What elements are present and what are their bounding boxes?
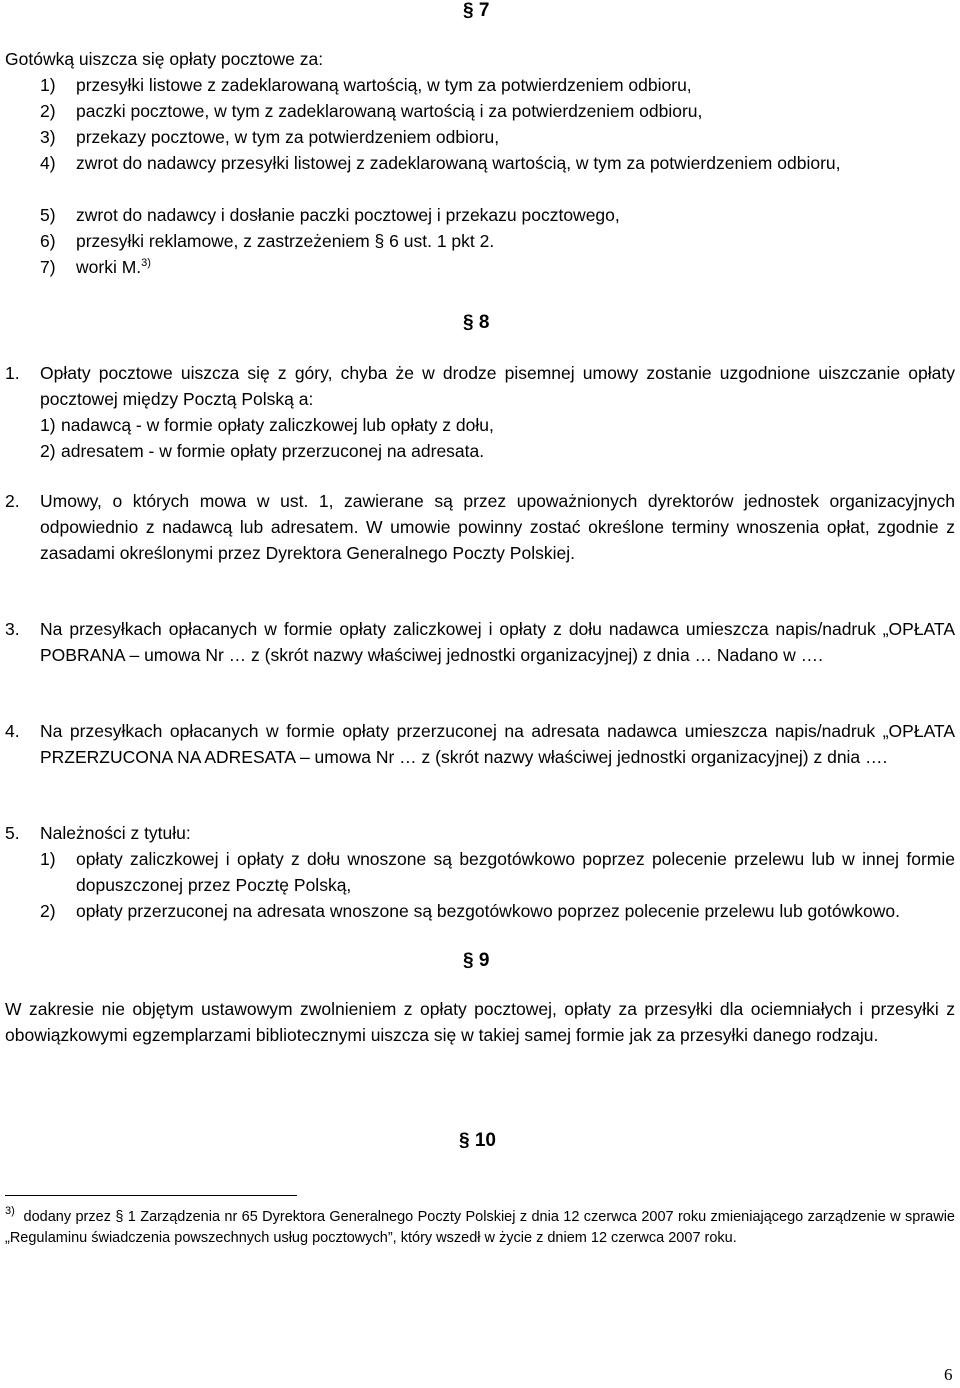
list-item	[40, 202, 955, 228]
list-item	[40, 254, 955, 280]
list-text: opłaty zaliczkowej i opłaty z dołu wnoszone są bezgotówkowo poprzez polecenie przelewu lub w innej formie dopuszczonej przez Pocztę Polską,	[76, 849, 955, 895]
list-item	[40, 124, 955, 150]
list-number: 2)	[40, 901, 56, 921]
list-item	[40, 846, 955, 898]
list-text: opłaty przerzuconej na adresata wnoszone są bezgotówkowo poprzez polecenie przelewu lub gotówkowo.	[76, 901, 900, 921]
list-text: przesyłki listowe z zadeklarowaną wartością, w tym za potwierdzeniem odbioru,	[76, 75, 692, 95]
list-text: zwrot do nadawcy i dosłanie paczki pocztowej i przekazu pocztowego,	[76, 205, 620, 225]
footnote	[5, 1207, 955, 1249]
point-text: Opłaty pocztowe uiszcza się z góry, chyba że w drodze pisemnej umowy zostanie uzgodnione uiszczanie opłaty pocztowej między Pocztą Polską a:	[40, 363, 955, 409]
list-number: 3)	[40, 127, 56, 147]
point-text: Umowy, o których mowa w ust. 1, zawierane są przez upoważnionych dyrektorów jednostek organizacyjnych odpowiednio z nadawcą lub adresatem. W umowie powinny zostać określone terminy wnoszenia opłat, zgodnie z zasadami określonymi przez Dyrektora Generalnego Poczty Polskiej.	[40, 491, 955, 563]
section-8-point-1	[5, 360, 955, 412]
page-number: 6	[944, 1365, 953, 1384]
section-8-point-3	[5, 616, 955, 668]
list-text: nadawcą - w formie opłaty zaliczkowej lub opłaty z dołu,	[61, 415, 494, 435]
list-number: 7)	[40, 257, 56, 277]
footnote-separator	[5, 1195, 297, 1196]
section-7-heading: § 7	[463, 0, 490, 21]
list-number: 1)	[40, 415, 56, 435]
section-8-point-4	[5, 718, 955, 770]
list-text	[76, 254, 955, 280]
list-item	[40, 150, 955, 176]
section-8-point-2	[5, 488, 955, 566]
footnote-text: dodany przez § 1 Zarządzenia nr 65 Dyrektora Generalnego Poczty Polskiej z dnia 12 czerwca 2007 roku zmieniającego zarządzenie w sprawie „Regulaminu świadczenia powszechnych usług pocztowych”, który wszedł w życie z dniem 12 czerwca 2007 roku.	[5, 1209, 955, 1246]
list-item	[40, 72, 955, 98]
point-number: 4.	[5, 721, 20, 741]
point-number: 5.	[5, 823, 20, 843]
list-text-content: worki M.	[76, 257, 142, 277]
list-item	[40, 98, 955, 124]
list-text: adresatem - w formie opłaty przerzuconej na adresata.	[61, 441, 485, 461]
list-number: 1)	[40, 75, 56, 95]
list-number: 2)	[40, 441, 56, 461]
section-10-heading: § 10	[459, 1130, 496, 1151]
list-item	[40, 412, 955, 438]
section-9-text: W zakresie nie objętym ustawowym zwolnieniem z opłaty pocztowej, opłaty za przesyłki dla ociemniałych i przesyłki z obowiązkowymi egzemplarzami bibliotecznymi uiszcza się w takiej samej formie jak za przesyłki danego rodzaju.	[5, 999, 955, 1045]
footnote-marker: 3)	[5, 1205, 15, 1217]
point-text: Na przesyłkach opłacanych w formie opłaty zaliczkowej i opłaty z dołu nadawca umieszcza napis/nadruk „OPŁATA POBRANA – umowa Nr … z (skrót nazwy właściwej jednostki organizacyjnej) z dnia … Nadano w ….	[40, 619, 955, 665]
list-item	[40, 438, 955, 464]
point-number: 1.	[5, 363, 20, 383]
footnote-reference: 3)	[141, 257, 151, 269]
list-item	[40, 898, 955, 924]
section-9-heading: § 9	[463, 950, 490, 971]
list-number: 2)	[40, 101, 56, 121]
list-text: paczki pocztowe, w tym z zadeklarowaną wartością i za potwierdzeniem odbioru,	[76, 101, 703, 121]
section-7-intro: Gotówką uiszcza się opłaty pocztowe za:	[5, 49, 324, 69]
list-number: 5)	[40, 205, 56, 225]
section-8-point-5	[5, 820, 955, 846]
list-number: 6)	[40, 231, 56, 251]
point-text: Należności z tytułu:	[40, 823, 191, 843]
list-text: zwrot do nadawcy przesyłki listowej z zadeklarowaną wartością, w tym za potwierdzeniem odbioru,	[76, 153, 841, 173]
list-item	[40, 228, 955, 254]
section-8-heading: § 8	[463, 312, 490, 333]
list-number: 4)	[40, 153, 56, 173]
list-text: przesyłki reklamowe, z zastrzeżeniem § 6 ust. 1 pkt 2.	[76, 231, 495, 251]
list-text: przekazy pocztowe, w tym za potwierdzeniem odbioru,	[76, 127, 500, 147]
point-number: 2.	[5, 491, 20, 511]
list-number: 1)	[40, 849, 56, 869]
point-text: Na przesyłkach opłacanych w formie opłaty przerzuconej na adresata nadawca umieszcza napis/nadruk „OPŁATA PRZERZUCONA NA ADRESATA – umowa Nr … z (skrót nazwy właściwej jednostki organizacyjnej) z dnia ….	[40, 721, 955, 767]
point-number: 3.	[5, 619, 20, 639]
